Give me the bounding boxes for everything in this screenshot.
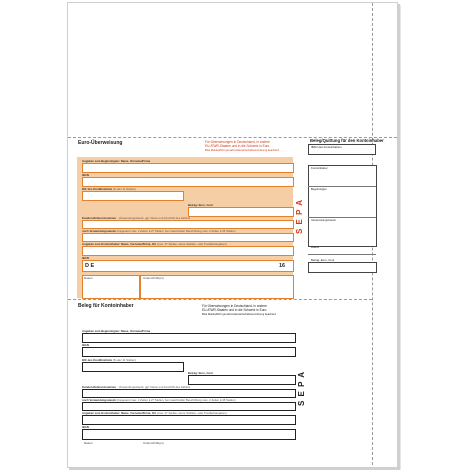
bottom-iban-label: IBAN: [82, 343, 89, 347]
top-note-3: Bitte Meldepflicht gemäß Außenwirtschaftsverordnung beachten!: [205, 149, 280, 152]
top-sepa-mark: S E P A: [295, 199, 304, 235]
receipt-datum: Datum: [311, 245, 320, 249]
iban-prefix: D E: [85, 263, 95, 269]
receipt-title: Beleg/Quittung für den Kontoinhaber: [310, 138, 384, 143]
receipt-main-box: [308, 165, 377, 247]
receipt-beguenstigter: Begünstigter: [311, 187, 327, 191]
receipt-betrag: Betrag: Euro, Cent: [311, 258, 335, 262]
top-unterschrift-label: Unterschrift(en): [143, 276, 164, 280]
top-beguenstigter-label: Angaben zum Begünstigten: Name, Vorname/Firma: [82, 159, 151, 163]
top-verwendungszweck-field[interactable]: [82, 233, 294, 242]
bottom-kundenref-field[interactable]: [82, 389, 296, 398]
top-note-1: Für Überweisungen in Deutschland, in andere: [205, 140, 270, 144]
bottom-kontoinhaber-label: Angaben zum Kontoinhaber: Name, Vorname/Firma, Ort (max. 27 Stellen, keine Straßen- oder Postfachangaben): [82, 411, 227, 415]
bottom-verwendungszweck-label: noch Verwendungszweck (insgesamt max. 2 Zeilen à 27 Stellen, bei maschineller Beschriftung max. 2 Zeilen à 35 Stellen): [82, 398, 236, 402]
bottom-beguenstigter-label: Angaben zum Begünstigten: Name, Vorname/Firma: [82, 329, 151, 333]
bottom-sepa-mark: S E P A: [297, 371, 306, 407]
top-datum-label: Datum: [84, 276, 93, 280]
top-beguenstigter-field[interactable]: [82, 163, 294, 173]
top-iban-field[interactable]: [82, 177, 294, 187]
bottom-unterschrift-label: Unterschrift(en): [143, 441, 164, 445]
top-kontoinhaber-field[interactable]: [82, 246, 294, 256]
top-iban2-label: IBAN: [82, 256, 89, 260]
bottom-beguenstigter-field[interactable]: [82, 333, 296, 343]
receipt-divider-3: [308, 254, 376, 255]
receipt-betrag-field[interactable]: [308, 262, 377, 273]
top-bic-field[interactable]: [82, 191, 184, 201]
top-bic-label: BIC des Kreditinstituts (8 oder 11 Stellen): [82, 187, 136, 191]
bottom-note-3: Bitte Meldepflicht gemäß Außenwirtschaftsverordnung beachten!: [202, 313, 277, 316]
bottom-iban-field[interactable]: [82, 347, 296, 357]
top-kundenref-label: Kunden-Referenznummer - Verwendungszweck, ggf. Name und Anschrift des Zahlers: [82, 216, 191, 220]
bottom-kontoinhaber-field[interactable]: [82, 415, 296, 425]
top-betrag-field[interactable]: [188, 207, 294, 217]
form-sheet: [67, 2, 398, 468]
bottom-datum-label: Datum: [84, 441, 93, 445]
bottom-bic-field[interactable]: [82, 362, 184, 372]
iban-suffix: 16: [279, 263, 286, 269]
bottom-verwendungszweck-field[interactable]: [82, 402, 296, 411]
bottom-betrag-label: Betrag: Euro, Cent: [188, 371, 213, 375]
bottom-iban-kontoinhaber-field[interactable]: [82, 429, 296, 440]
top-kundenref-field[interactable]: [82, 220, 294, 229]
top-betrag-label: Betrag: Euro, Cent: [188, 203, 213, 207]
receipt-kontoinhaber: Kontoinhaber: [311, 166, 328, 170]
middle-perforation: [68, 299, 372, 300]
bottom-note-2: EU-/EWR-Staaten und in die Schweiz in Euro.: [202, 308, 268, 312]
top-verwendungszweck-label: noch Verwendungszweck (insgesamt max. 2 Zeilen à 27 Stellen, bei maschineller Beschriftung max. 2 Zeilen à 35 Stellen): [82, 229, 236, 233]
receipt-iban-label: IBAN des Kontoinhabers: [311, 145, 342, 149]
bottom-kundenref-label: Kunden-Referenznummer - Verwendungszweck, ggf. Name und Anschrift des Zahlers: [82, 385, 191, 389]
top-form-title: Euro-Überweisung: [78, 140, 123, 146]
bottom-bic-label: BIC des Kreditinstituts (8 oder 11 Stellen): [82, 358, 136, 362]
receipt-verwendungszweck: Verwendungszweck: [311, 218, 336, 222]
top-note-2: EU-/EWR-Staaten und in die Schweiz in Euro.: [205, 144, 271, 148]
bottom-betrag-field[interactable]: [188, 375, 296, 385]
bottom-iban2-label: IBAN: [82, 425, 89, 429]
top-iban-label: IBAN: [82, 173, 89, 177]
top-kontoinhaber-label: Angaben zum Kontoinhaber: Name, Vorname/Firma, Ort (max. 27 Stellen, keine Straßen- oder Postfachangaben): [82, 242, 227, 246]
top-iban-kontoinhaber-field[interactable]: [82, 260, 294, 272]
bottom-note-1: Für Überweisungen in Deutschland, in andere: [202, 304, 267, 308]
bottom-form-title: Beleg für Kontoinhaber: [78, 303, 134, 309]
